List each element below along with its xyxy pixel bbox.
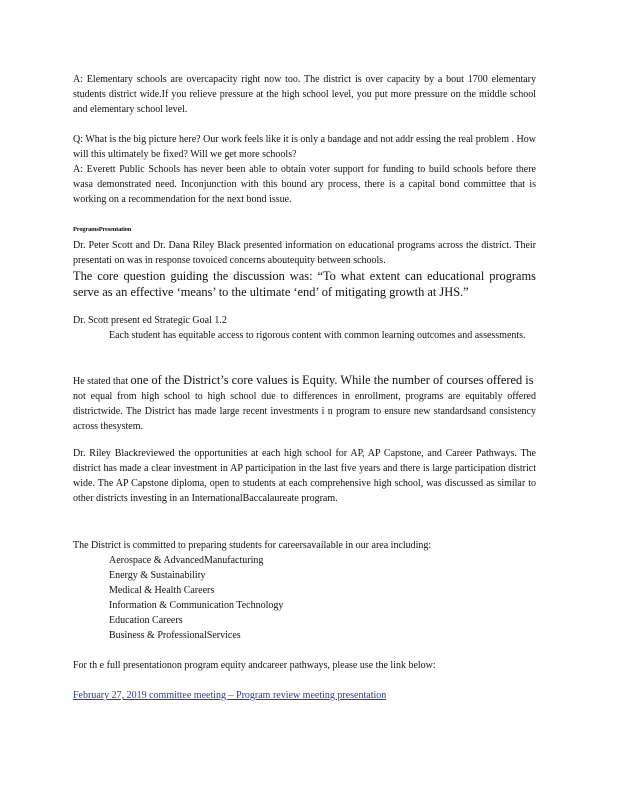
career-item: Medical & Health Careers — [109, 585, 215, 596]
qa1-section — [73, 72, 536, 117]
career-item: Aerospace & AdvancedManufacturing — [109, 555, 264, 566]
link-section — [73, 688, 536, 703]
ap-text: Dr. Riley Blackreviewed the opportunities at each high school for AP, AP Capstone, and Career Pathways. The district has made a clear investment in AP participation in the last five years and there is large participation district wide. The AP Capstone diploma, open to students at each comprehensive high school, was discussed as similar to other districts investing in an InternationalBaccalaureate program. — [73, 448, 536, 504]
link-intro: For th e full presentationon program equity andcareer pathways, please use the link below: — [73, 660, 436, 671]
programs-intro — [73, 238, 536, 300]
equity-section — [73, 372, 536, 434]
career-item: Energy & Sustainability — [109, 570, 206, 581]
equity-body: not equal from high school to high school due to differences in enrollment, programs are equitably offered districtwide. The District has made large recent investments i n program to ensure new standardsand consistency across thesystem. — [73, 391, 536, 432]
careers-list — [73, 553, 536, 643]
qa2-section — [73, 132, 536, 207]
link-intro-section — [73, 658, 536, 673]
qa1-answer: A: Elementary schools are overcapacity right now too. The district is over capacity by a bout 1700 elementary students district wide.If you relieve pressure at the high school level, you put more pressure on the middle school and elementary school level. — [73, 74, 536, 115]
career-item: Business & ProfessionalServices — [109, 630, 241, 641]
qa2-answer: A: Everett Public Schools has never been able to obtain voter support for funding to build schools before there wasa demonstrated need. Inconjunction with this bound ary process, there is a capital bond committee that is working on a recommendation for the next bond issue. — [73, 164, 536, 205]
presentation-link[interactable]: February 27, 2019 committee meeting – Program review meeting presentation — [73, 690, 387, 701]
ap-section — [73, 446, 536, 506]
equity-core-value: one of the District’s core values is Equity. While the number of courses offered is — [130, 373, 534, 387]
careers-intro: The District is committed to preparing students for careersavailable in our area including: — [73, 540, 432, 551]
qa2-question: Q: What is the big picture here? Our work feels like it is only a bandage and not addr essing the real problem . How will this ultimately be fixed? Will we get more schools? — [73, 134, 536, 160]
goal-detail: Each student has equitable access to rigorous content with common learning outcomes and assessments. — [109, 330, 526, 341]
programs-heading: ProgramsPresentation — [73, 226, 132, 233]
equity-lead: He stated that — [73, 376, 131, 387]
goal-section — [73, 313, 536, 343]
programs-core-question: The core question guiding the discussion was: “To what extent can educational programs serve as an effective ‘means’ to the ultimate ‘end’ of mitigating growth at JHS.” — [73, 269, 536, 299]
career-item: Education Careers — [109, 615, 183, 626]
programs-intro-text: Dr. Peter Scott and Dr. Dana Riley Black presented information on educational programs across the district. Their presentati on was in response tovoiced concerns aboutequity between schools. — [73, 240, 536, 266]
careers-section — [73, 538, 536, 643]
goal-line: Dr. Scott present ed Strategic Goal 1.2 — [73, 315, 227, 326]
career-item: Information & Communication Technology — [109, 600, 284, 611]
